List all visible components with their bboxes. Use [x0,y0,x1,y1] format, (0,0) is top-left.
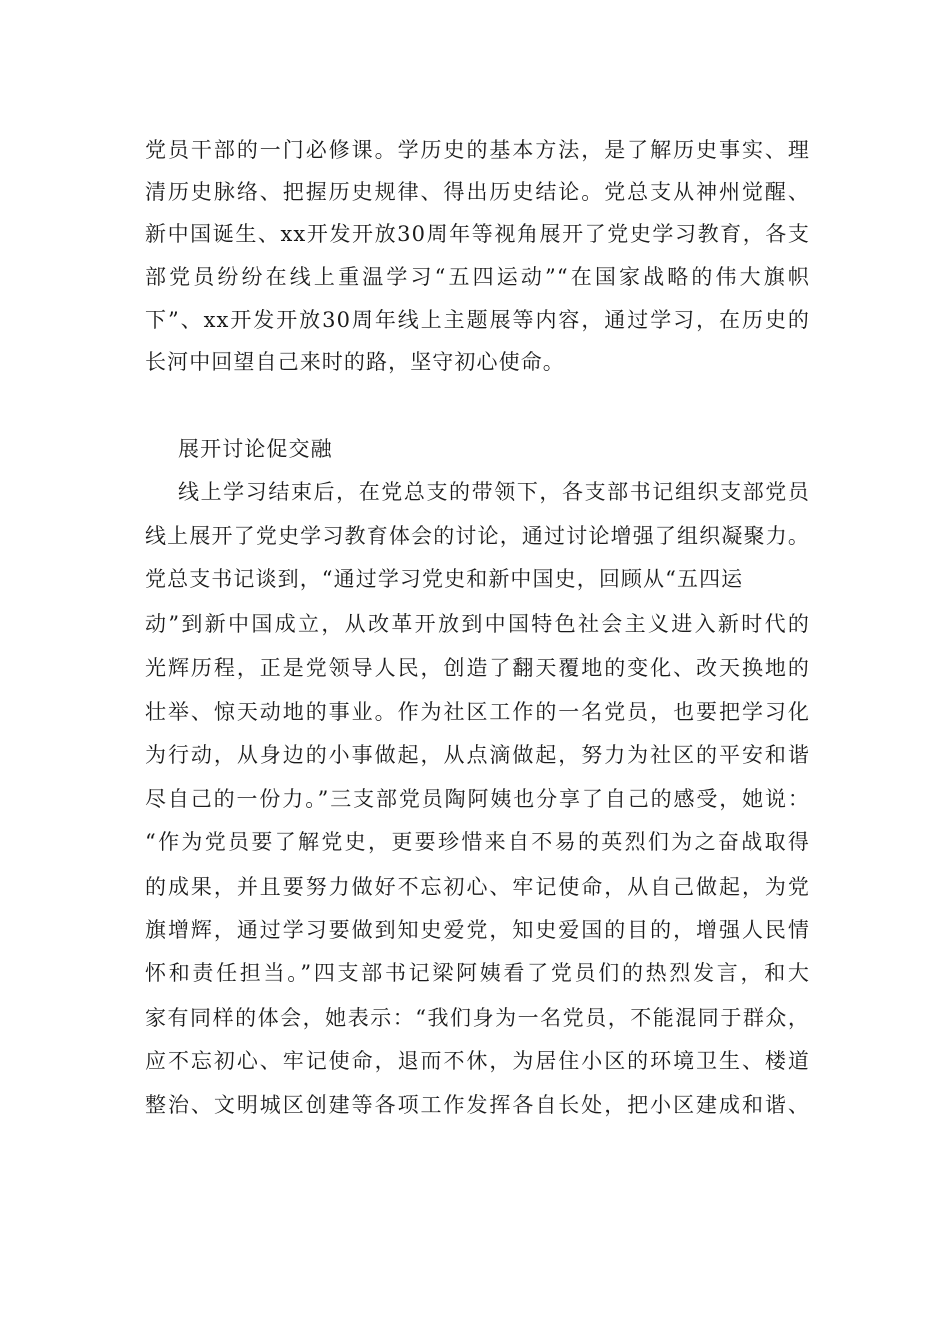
text-line: 党员干部的一门必修课。学历史的基本方法，是了解历史事实、理 [145,138,810,162]
text-line: 部党员纷纷在线上重温学习“五四运动”“在国家战略的伟大旗帜 [145,265,810,289]
text-line: 长河中回望自己来时的路，坚守初心使命。 [145,350,565,374]
text-line: 下”、xx开发开放30周年线上主题展等内容，通过学习，在历史的 [145,308,810,332]
text-line: 线上展开了党史学习教育体会的讨论，通过讨论增强了组织凝聚力。 [145,524,810,548]
text-line: 为行动，从身边的小事做起，从点滴做起，努力为社区的平安和谐 [145,743,810,767]
text-line: 整治、文明城区创建等各项工作发挥各自长处，把小区建成和谐、 [145,1093,810,1117]
text-line: 家有同样的体会，她表示：“我们身为一名党员，不能混同于群众， [145,1006,810,1030]
text-line: 怀和责任担当。”四支部书记梁阿姨看了党员们的热烈发言，和大 [145,961,810,985]
text-line: 光辉历程，正是党领导人民，创造了翻天覆地的变化、改天换地的 [145,656,810,680]
text-line: 清历史脉络、把握历史规律、得出历史结论。党总支从神州觉醒、 [145,180,810,204]
text-line: 党总支书记谈到，“通过学习党史和新中国史，回顾从“五四运 [145,567,744,591]
text-line: 旗增辉，通过学习要做到知史爱党，知史爱国的目的，增强人民情 [145,918,810,942]
text-line: 线上学习结束后，在党总支的带领下，各支部书记组织支部党员 [178,480,810,504]
text-line: “作为党员要了解党史，更要珍惜来自不易的英烈们为之奋战取得 [145,830,810,854]
text-line: 应不忘初心、牢记使命，退而不休，为居住小区的环境卫生、楼道 [145,1049,810,1073]
text-line: 动”到新中国成立，从改革开放到中国特色社会主义进入新时代的 [145,612,810,636]
text-line: 的成果，并且要努力做好不忘初心、牢记使命，从自己做起，为党 [145,875,810,899]
text-line: 新中国诞生、xx开发开放30周年等视角展开了党史学习教育，各支 [145,222,810,246]
text-line: 壮举、惊天动地的事业。作为社区工作的一名党员，也要把学习化 [145,700,810,724]
text-line: 尽自己的一份力。”三支部党员陶阿姨也分享了自己的感受，她说： [145,787,810,811]
section-heading: 展开讨论促交融 [178,437,333,461]
